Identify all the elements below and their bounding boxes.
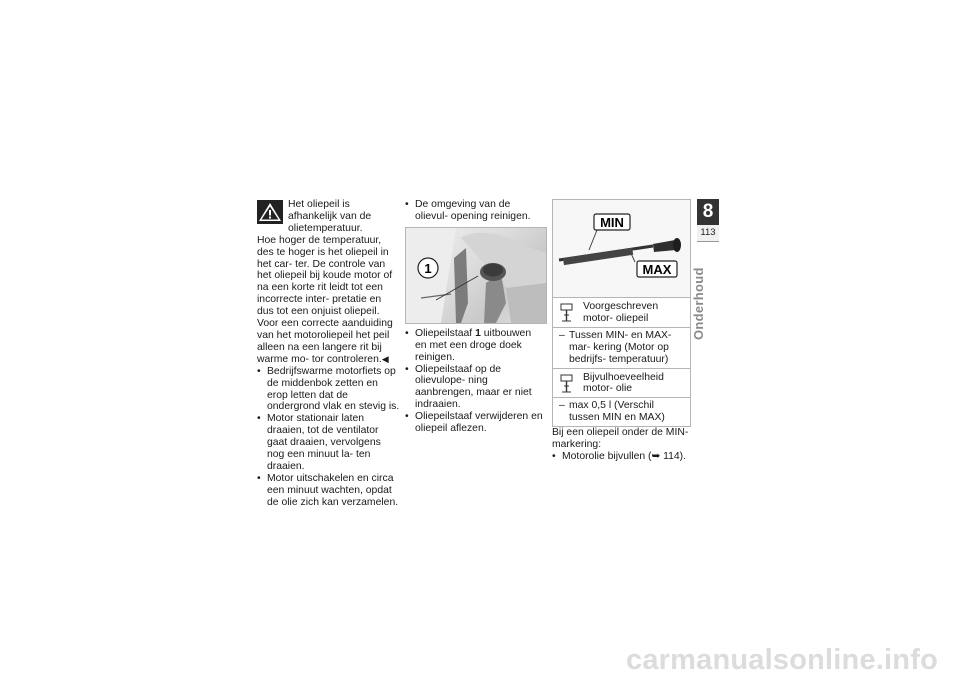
list-item: • De omgeving van de olievul- opening reinigen. xyxy=(405,199,545,223)
engine-illustration xyxy=(406,228,546,323)
spec-value-row xyxy=(553,328,690,369)
oil-filler-photo xyxy=(405,227,547,324)
column-2 xyxy=(405,199,545,435)
bullet-list xyxy=(405,199,545,223)
list-item: • Oliepeilstaaf 1 uitbouwen en met een droge doek reinigen. xyxy=(405,328,545,364)
list-item: • Motorolie bijvullen (➥ 114). xyxy=(552,451,691,463)
watermark: carmanualsonline.info xyxy=(626,644,938,676)
fill-title: Bijvulhoeveelheid motor- olie xyxy=(583,371,664,395)
end-mark-icon: ◀ xyxy=(381,353,389,364)
spec-value: – Tussen MIN- en MAX-mar- kering (Motor op bedrijfs- temperatuur) xyxy=(569,329,672,365)
list-item: • Motor stationair laten draaien, tot de ventilator gaat draaien, vervolgens nog een minuut la- ten draaien. xyxy=(257,413,400,473)
spec-title: Voorgeschreven motor- oliepeil xyxy=(583,301,659,324)
page-number: 113 xyxy=(697,225,719,241)
column-3 xyxy=(552,199,691,463)
fill-value: – max 0,5 l (Verschil tussen MIN en MAX) xyxy=(569,400,665,424)
list-item: • Motor uitschakelen en circa een minuut wachten, opdat de olie zich kan verzamelen. xyxy=(257,473,400,509)
fill-value-row xyxy=(553,398,690,426)
spec-title-row xyxy=(553,298,690,328)
fill-title-row xyxy=(553,369,690,399)
paragraph: Bij een oliepeil onder de MIN- markering: xyxy=(552,427,689,451)
bullet-list xyxy=(405,328,545,435)
warning-text: Hoe hoger de temperatuur, des te hoger is het oliepeil in het car- ter. De controle van het oliepeil bij koude motor of na een korte rit leidt tot een incorrecte inter- pretatie en dus tot een onjuist oliepeil. xyxy=(257,234,393,318)
list-item: • Oliepeilstaaf verwijderen en oliepeil aflezen. xyxy=(405,411,545,435)
list-item: • Oliepeilstaaf op de olievulope- ning aanbrengen, maar er niet indraaien. xyxy=(405,364,545,412)
section-title: Onderhoud xyxy=(691,267,706,340)
chapter-number: 8 xyxy=(702,201,714,222)
paragraph: Voor een correcte aanduiding van het motoroliepeil het peil alleen na een langere rit bij warme mo- tor controleren.◀ xyxy=(257,318,393,365)
min-label: MIN xyxy=(600,215,624,230)
oil-level-icon xyxy=(559,301,574,323)
page-reference[interactable]: 114). xyxy=(660,450,687,462)
chapter-tab xyxy=(697,199,719,242)
max-label: MAX xyxy=(642,262,672,277)
warning-triangle-icon xyxy=(257,200,283,224)
list-item: • Bedrijfswarme motorfiets op de middenbok zetten en erop letten dat de ondergrond vlak en stevig is. xyxy=(257,366,400,414)
reference-arrow-icon: ➥ xyxy=(651,450,661,462)
warning-block xyxy=(257,199,400,235)
spec-table xyxy=(552,298,691,427)
column-1 xyxy=(257,199,400,509)
bullet-list xyxy=(552,451,691,463)
warning-text-first: Het oliepeil is afhankelijk van de olietemperatuur. xyxy=(288,199,372,234)
bullet-list xyxy=(257,366,400,509)
oil-level-icon xyxy=(559,372,574,394)
dipstick-illustration xyxy=(552,199,691,298)
photo-callout-label: 1 xyxy=(424,260,432,276)
